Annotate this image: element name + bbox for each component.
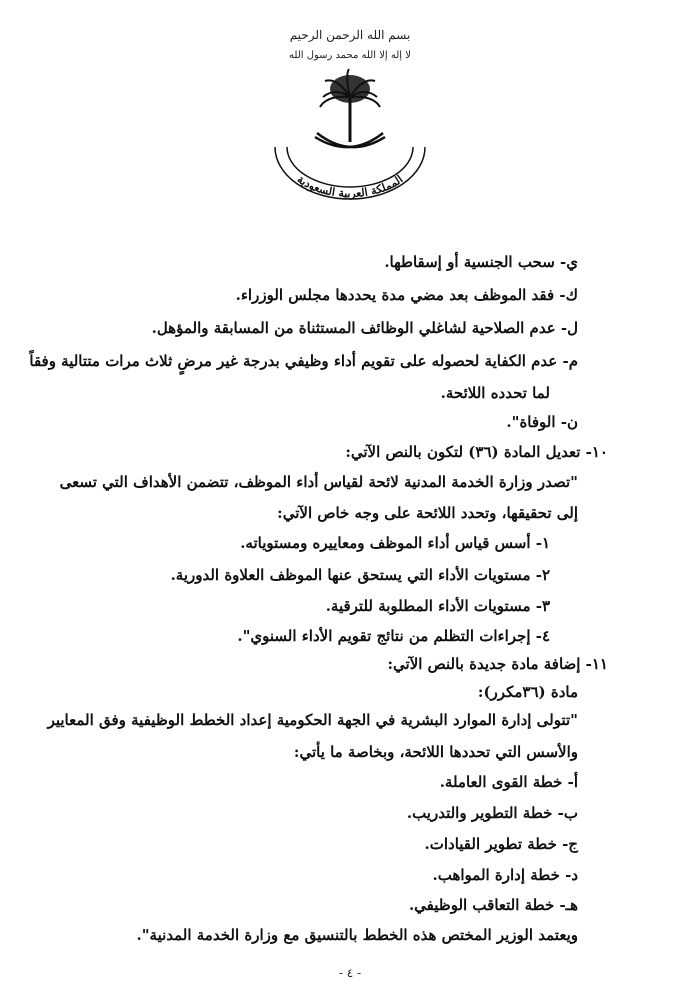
clause-n: ن- الوفاة". [506, 413, 578, 431]
plan-d: د- خطة إدارة المواهب. [432, 866, 578, 884]
plan-e: هـ- خطة التعاقب الوظيفي. [408, 896, 578, 914]
article-36-text-continued: إلى تحقيقها، وتحدد اللائحة على وجه خاص الآتي: [277, 504, 578, 522]
article-36-text: "تصدر وزارة الخدمة المدنية لائحة لقياس أداء الموظف، تتضمن الأهداف التي تسعى [59, 473, 578, 491]
page-number: - ٤ - [338, 966, 362, 980]
letterhead [250, 28, 450, 202]
clause-l: ل- عدم الصلاحية لشاغلي الوظائف المستثناة من المسابقة والمؤهل. [151, 319, 578, 337]
saudi-emblem-icon [265, 67, 435, 202]
clause-m: م- عدم الكفاية لحصوله على تقويم أداء وظيفي بدرجة غير مرضٍ ثلاث مرات متتالية وفقاً [29, 352, 578, 370]
plan-b: ب- خطة التطوير والتدريب. [406, 804, 578, 822]
plan-a: أ- خطة القوى العاملة. [439, 773, 578, 791]
article-36bis-title: مادة (٣٦مكرر): [477, 683, 578, 701]
article-36-point-2: ٢- مستويات الأداء التي يستحق عنها الموظف العلاوة الدورية. [170, 566, 550, 584]
article-36-point-4: ٤- إجراءات التظلم من نتائج تقويم الأداء السنوي". [237, 627, 550, 645]
closing-sentence: ويعتمد الوزير المختص هذه الخطط بالتنسيق مع وزارة الخدمة المدنية". [136, 926, 578, 944]
plan-c: ج- خطة تطوير القيادات. [424, 835, 578, 853]
emblem-caption: المملكة العربية السعودية [294, 172, 406, 201]
clause-y: ي- سحب الجنسية أو إسقاطها. [384, 253, 578, 271]
basmala: بسم الله الرحمن الرحيم [289, 28, 411, 42]
article-36bis-text: "تتولى إدارة الموارد البشرية في الجهة الحكومية إعداد الخطط الوظيفية وفق المعايير [47, 711, 578, 729]
article-36bis-text-continued: والأسس التي تحددها اللائحة، وبخاصة ما يأتي: [293, 743, 578, 761]
item-10-heading: ١٠- تعديل المادة (٣٦) لتكون بالنص الآتي: [345, 443, 608, 461]
item-11-heading: ١١- إضافة مادة جديدة بالنص الآتي: [387, 655, 608, 673]
article-36-point-1: ١- أسس قياس أداء الموظف ومعاييره ومستوياته. [240, 534, 550, 552]
article-36-point-3: ٣- مستويات الأداء المطلوبة للترقية. [325, 597, 550, 615]
shahada-calligraphy: لا إله إلا الله محمد رسول الله [289, 50, 411, 61]
clause-k: ك- فقد الموظف بعد مضي مدة يحددها مجلس الوزراء. [235, 286, 578, 304]
clause-m-continued: لما تحدده اللائحة. [440, 384, 550, 402]
